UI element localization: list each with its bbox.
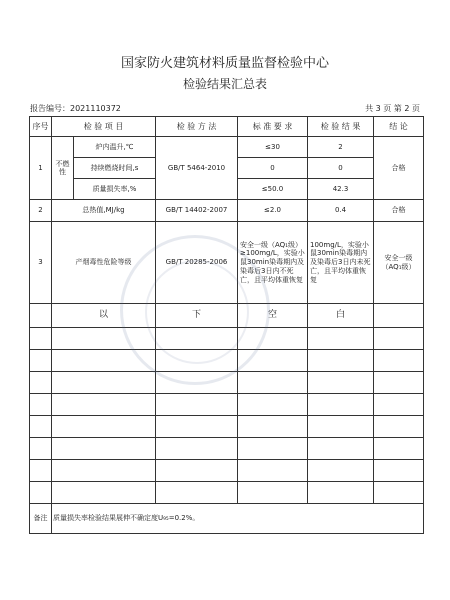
- row-no: 2: [30, 200, 52, 222]
- conclusion-value: 合格: [374, 200, 424, 222]
- table-row: [30, 137, 424, 158]
- result-value: 100mg/L，实验小鼠30min染毒期内及染毒后3日内未死亡，且平均体重恢复: [308, 222, 374, 304]
- empty-row: [30, 416, 424, 438]
- requirement-value: ≤2.0: [238, 200, 308, 222]
- test-method: GB/T 20285-2006: [156, 222, 238, 304]
- result-value: 2: [308, 137, 374, 158]
- document-subtitle: 检验结果汇总表: [182, 77, 267, 91]
- page-info: 共 3 页 第 2 页: [365, 104, 420, 113]
- blank-marker: 白: [308, 304, 374, 328]
- remark-label: 备注: [30, 504, 52, 534]
- item-name: 总热值,MJ/kg: [52, 200, 156, 222]
- inspection-seal-watermark: [120, 235, 270, 385]
- requirement-value: ≤50.0: [238, 179, 308, 200]
- empty-row: [30, 438, 424, 460]
- test-method: GB/T 5464-2010: [156, 137, 238, 200]
- result-value: 0: [308, 158, 374, 179]
- header-conclusion: 结 论: [374, 117, 424, 137]
- item-name: 炉内温升,℃: [74, 137, 156, 158]
- blank-marker: 以: [52, 304, 156, 328]
- header-item: 检 验 项 目: [52, 117, 156, 137]
- empty-row: [30, 394, 424, 416]
- report-number: 报告编号：2021110372: [30, 104, 121, 113]
- blank-marker: 空: [238, 304, 308, 328]
- header-method: 检 验 方 法: [156, 117, 238, 137]
- result-value: 0.4: [308, 200, 374, 222]
- header-requirement: 标 准 要 求: [238, 117, 308, 137]
- blank-marker: 下: [156, 304, 238, 328]
- row-no: 1: [30, 137, 52, 200]
- empty-row: [30, 460, 424, 482]
- row-no: 3: [30, 222, 52, 304]
- header-row: [30, 117, 424, 137]
- conclusion-value: 合格: [374, 137, 424, 200]
- requirement-value: 安全一级（AQ₁级）≥100mg/L，实验小鼠30min染毒期内及染毒后3日内不死亡，且平均体重恢复: [238, 222, 308, 304]
- header-result: 检 验 结 果: [308, 117, 374, 137]
- conclusion-value: 安全一级（AQ₁级）: [374, 222, 424, 304]
- category-label: 不燃性: [52, 137, 74, 200]
- item-name: 持续燃烧时间,s: [74, 158, 156, 179]
- empty-row: [30, 482, 424, 504]
- document-title: 国家防火建筑材料质量监督检验中心: [120, 56, 329, 71]
- result-value: 42.3: [308, 179, 374, 200]
- header-no: 序号: [30, 117, 52, 137]
- test-method: GB/T 14402-2007: [156, 200, 238, 222]
- requirement-value: ≤30: [238, 137, 308, 158]
- item-name: 质量损失率,%: [74, 179, 156, 200]
- requirement-value: 0: [238, 158, 308, 179]
- remark-row: [30, 504, 424, 534]
- remark-text: 质量损失率检验结果展伸不确定度U₉₅=0.2%。: [52, 504, 424, 534]
- table-row: [30, 200, 424, 222]
- item-name: 产烟毒性危险等级: [52, 222, 156, 304]
